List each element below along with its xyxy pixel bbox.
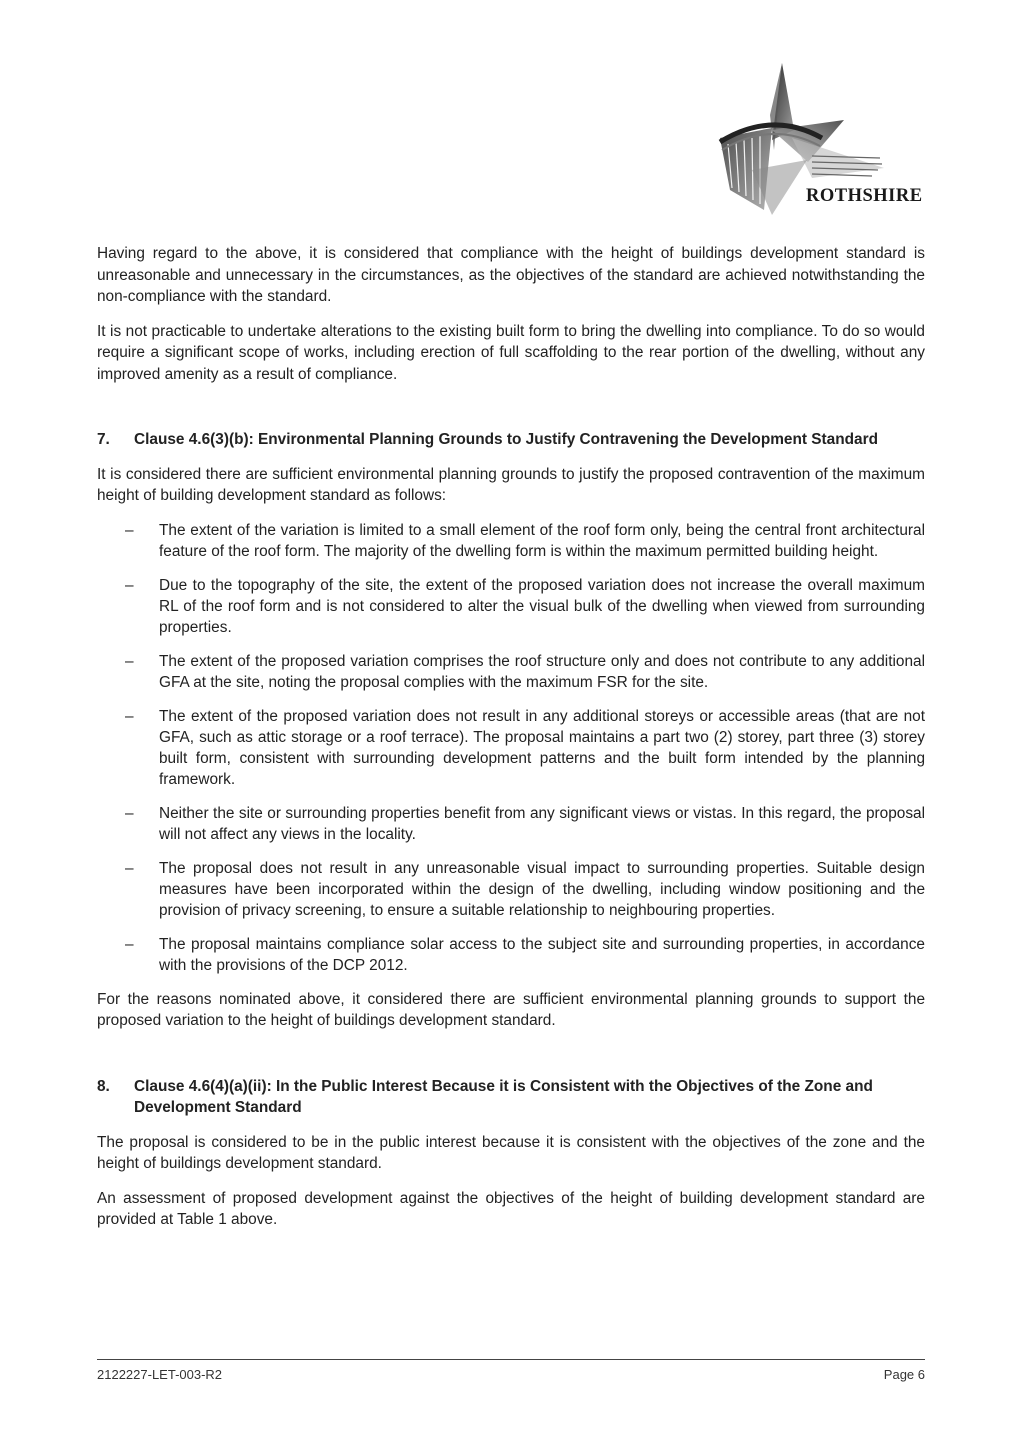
section-7-intro: It is considered there are sufficient environmental planning grounds to justify the proposed contravention of the maximum height of building development standard as follows: — [97, 465, 925, 504]
section-8-paragraph-2: An assessment of proposed development against the objectives of the height of building development standard are provided at Table 1 above. — [97, 1189, 925, 1228]
section-8-heading — [97, 1076, 925, 1119]
footer-doc-ref: 2122227-LET-003-R2 — [97, 1367, 223, 1382]
list-item — [97, 575, 925, 638]
section-7-number: 7. — [97, 431, 110, 448]
dash-bullet: – — [125, 859, 134, 877]
footer-page-number: Page 6 — [883, 1367, 925, 1382]
section-7-title: Clause 4.6(3)(b): Environmental Planning Grounds to Justify Contravening the Development Standard — [134, 431, 878, 448]
dash-bullet: – — [125, 804, 134, 822]
dash-bullet: – — [125, 576, 134, 594]
dash-bullet: – — [125, 652, 134, 670]
intro-paragraph-2: It is not practicable to undertake alterations to the existing built form to bring the dwelling into compliance. To do so would require a significant scope of works, including erection of full scaffolding to the rear portion of the dwelling, without any improved amenity as a result of compliance. — [97, 322, 925, 383]
list-item-text: The proposal maintains compliance solar access to the subject site and surrounding properties, in accordance with the provisions of the DCP 2012. — [159, 935, 925, 974]
footer-divider — [97, 1359, 925, 1360]
list-item-text: Neither the site or surrounding properties benefit from any significant views or vistas. In this regard, the proposal will not affect any views in the locality. — [159, 804, 925, 843]
section-8-paragraph-1: The proposal is considered to be in the public interest because it is consistent with the objectives of the zone and the height of buildings development standard. — [97, 1133, 925, 1172]
list-item — [97, 934, 925, 976]
section-7-heading — [97, 429, 925, 451]
list-item — [97, 651, 925, 693]
logo-wordmark: ROTHSHIRE — [806, 186, 923, 206]
section-7-conclusion: For the reasons nominated above, it considered there are sufficient environmental planning grounds to support the proposed variation to the height of buildings development standard. — [97, 990, 925, 1029]
section-8-number: 8. — [97, 1077, 110, 1095]
dash-bullet: – — [125, 935, 134, 953]
document-body — [97, 243, 925, 1244]
list-item-text: The extent of the proposed variation comprises the roof structure only and does not contribute to any additional GFA at the site, noting the proposal complies with the maximum FSR for the site. — [159, 652, 925, 691]
dash-bullet: – — [125, 707, 134, 725]
section-8-title: Clause 4.6(4)(a)(ii): In the Public Interest Because it is Consistent with the Objectives of the Zone and Development Standard — [134, 1077, 873, 1116]
intro-paragraph-1: Having regard to the above, it is considered that compliance with the height of buildings development standard is unreasonable and unnecessary in the circumstances, as the objectives of the standard are achieved notwithstanding the non-compliance with the standard. — [97, 245, 925, 305]
dash-bullet: – — [125, 521, 134, 539]
list-item-text: The proposal does not result in any unreasonable visual impact to surrounding properties. Suitable design measures have been incorporated within the design of the dwelling, including window positioning and the provision of privacy screening, to ensure a suitable relationship to neighbouring properties. — [159, 859, 925, 919]
list-item — [97, 803, 925, 845]
list-item — [97, 858, 925, 921]
list-item-text: Due to the topography of the site, the extent of the proposed variation does not increase the overall maximum RL of the roof form and is not considered to alter the visual bulk of the dwelling when viewed from surrounding properties. — [159, 576, 925, 636]
list-item — [97, 706, 925, 790]
section-7-bullet-list — [97, 520, 925, 976]
list-item — [97, 520, 925, 562]
list-item-text: The extent of the variation is limited to a small element of the roof form only, being the central front architectural feature of the roof form. The majority of the dwelling form is within the maximum permitted building height. — [159, 521, 925, 560]
list-item-text: The extent of the proposed variation does not result in any additional storeys or accessible areas (that are not GFA, such as attic storage or a roof terrace). The proposal maintains a part two (2) storey, part three (3) storey built form, consistent with surrounding development patterns and the built form intended by the planning framework. — [159, 707, 925, 788]
